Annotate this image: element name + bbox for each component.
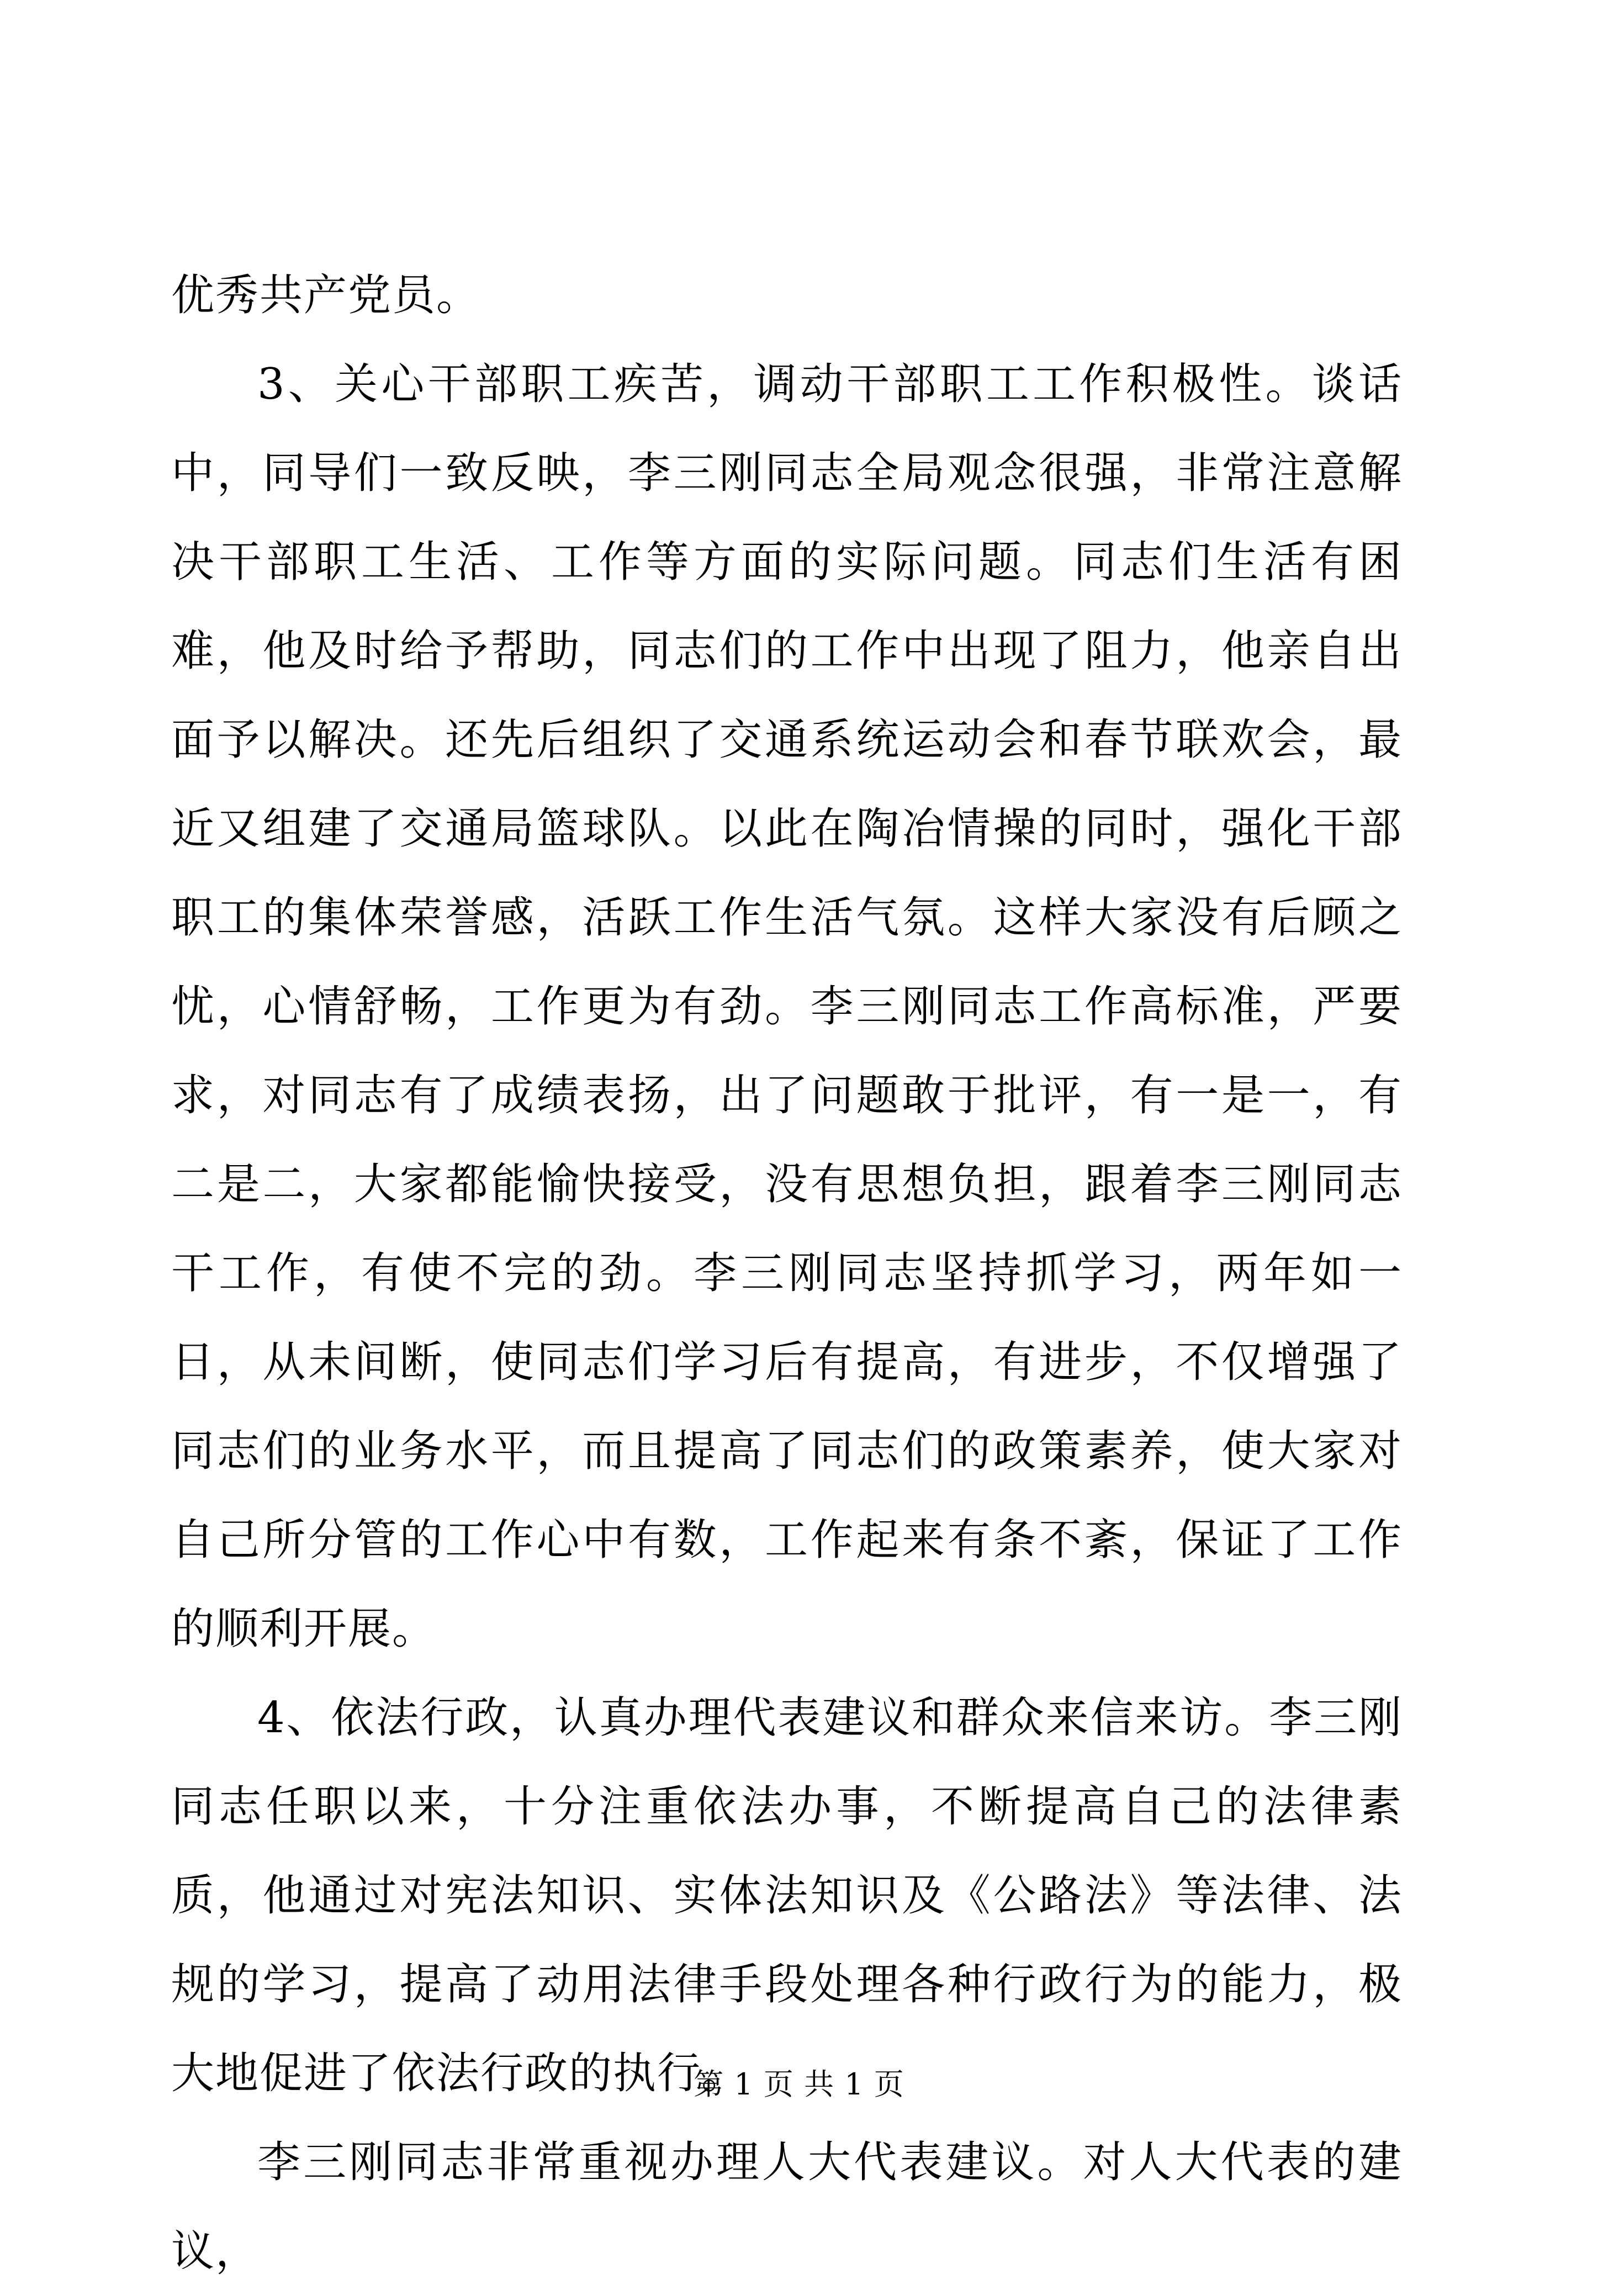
page-number-footer: 第 1 页 共 1 页 [694,2067,904,2102]
paragraph-item-3: 3、关心干部职工疾苦，调动干部职工工作积极性。谈话中，同导们一致反映，李三刚同志全局观念很强，非常注意解决干部职工生活、工作等方面的实际问题。同志们生活有困难，他及时给予帮助，同志们的工作中出现了阻力，他亲自出面予以解决。还先后组织了交通系统运动会和春节联欢会，最近又组建了交通局篮球队。以此在陶冶情操的同时，强化干部职工的集体荣誉感，活跃工作生活气氛。这样大家没有后顾之忧，心情舒畅，工作更为有劲。李三刚同志工作高标准，严要求，对同志有了成绩表扬，出了问题敢于批评，有一是一，有二是二，大家都能愉快接受，没有思想负担，跟着李三刚同志干工作，有使不完的劲。李三刚同志坚持抓学习，两年如一日，从未间断，使同志们学习后有提高，有进步，不仅增强了同志们的业务水平，而且提高了同志们的政策素养，使大家对自己所分管的工作心中有数，工作起来有条不紊，保证了工作的顺利开展。 [171,359,1403,1654]
paragraph-closing: 李三刚同志非常重视办理人大代表建议。对人大代表的建议， [171,2138,1403,2276]
paragraph-item-4: 4、依法行政，认真办理代表建议和群众来信来访。李三刚同志任职以来，十分注重依法办事，不断提高自己的法律素质，他通过对宪法知识、实体法知识及《公路法》等法律、法规的学习，提高了动用法律手段处理各种行政行为的能力，极大地促进了依法行政的执行。 [171,1693,1403,2098]
document-body [171,251,1403,2296]
paragraph-continuation: 优秀共产党员。 [171,271,481,320]
